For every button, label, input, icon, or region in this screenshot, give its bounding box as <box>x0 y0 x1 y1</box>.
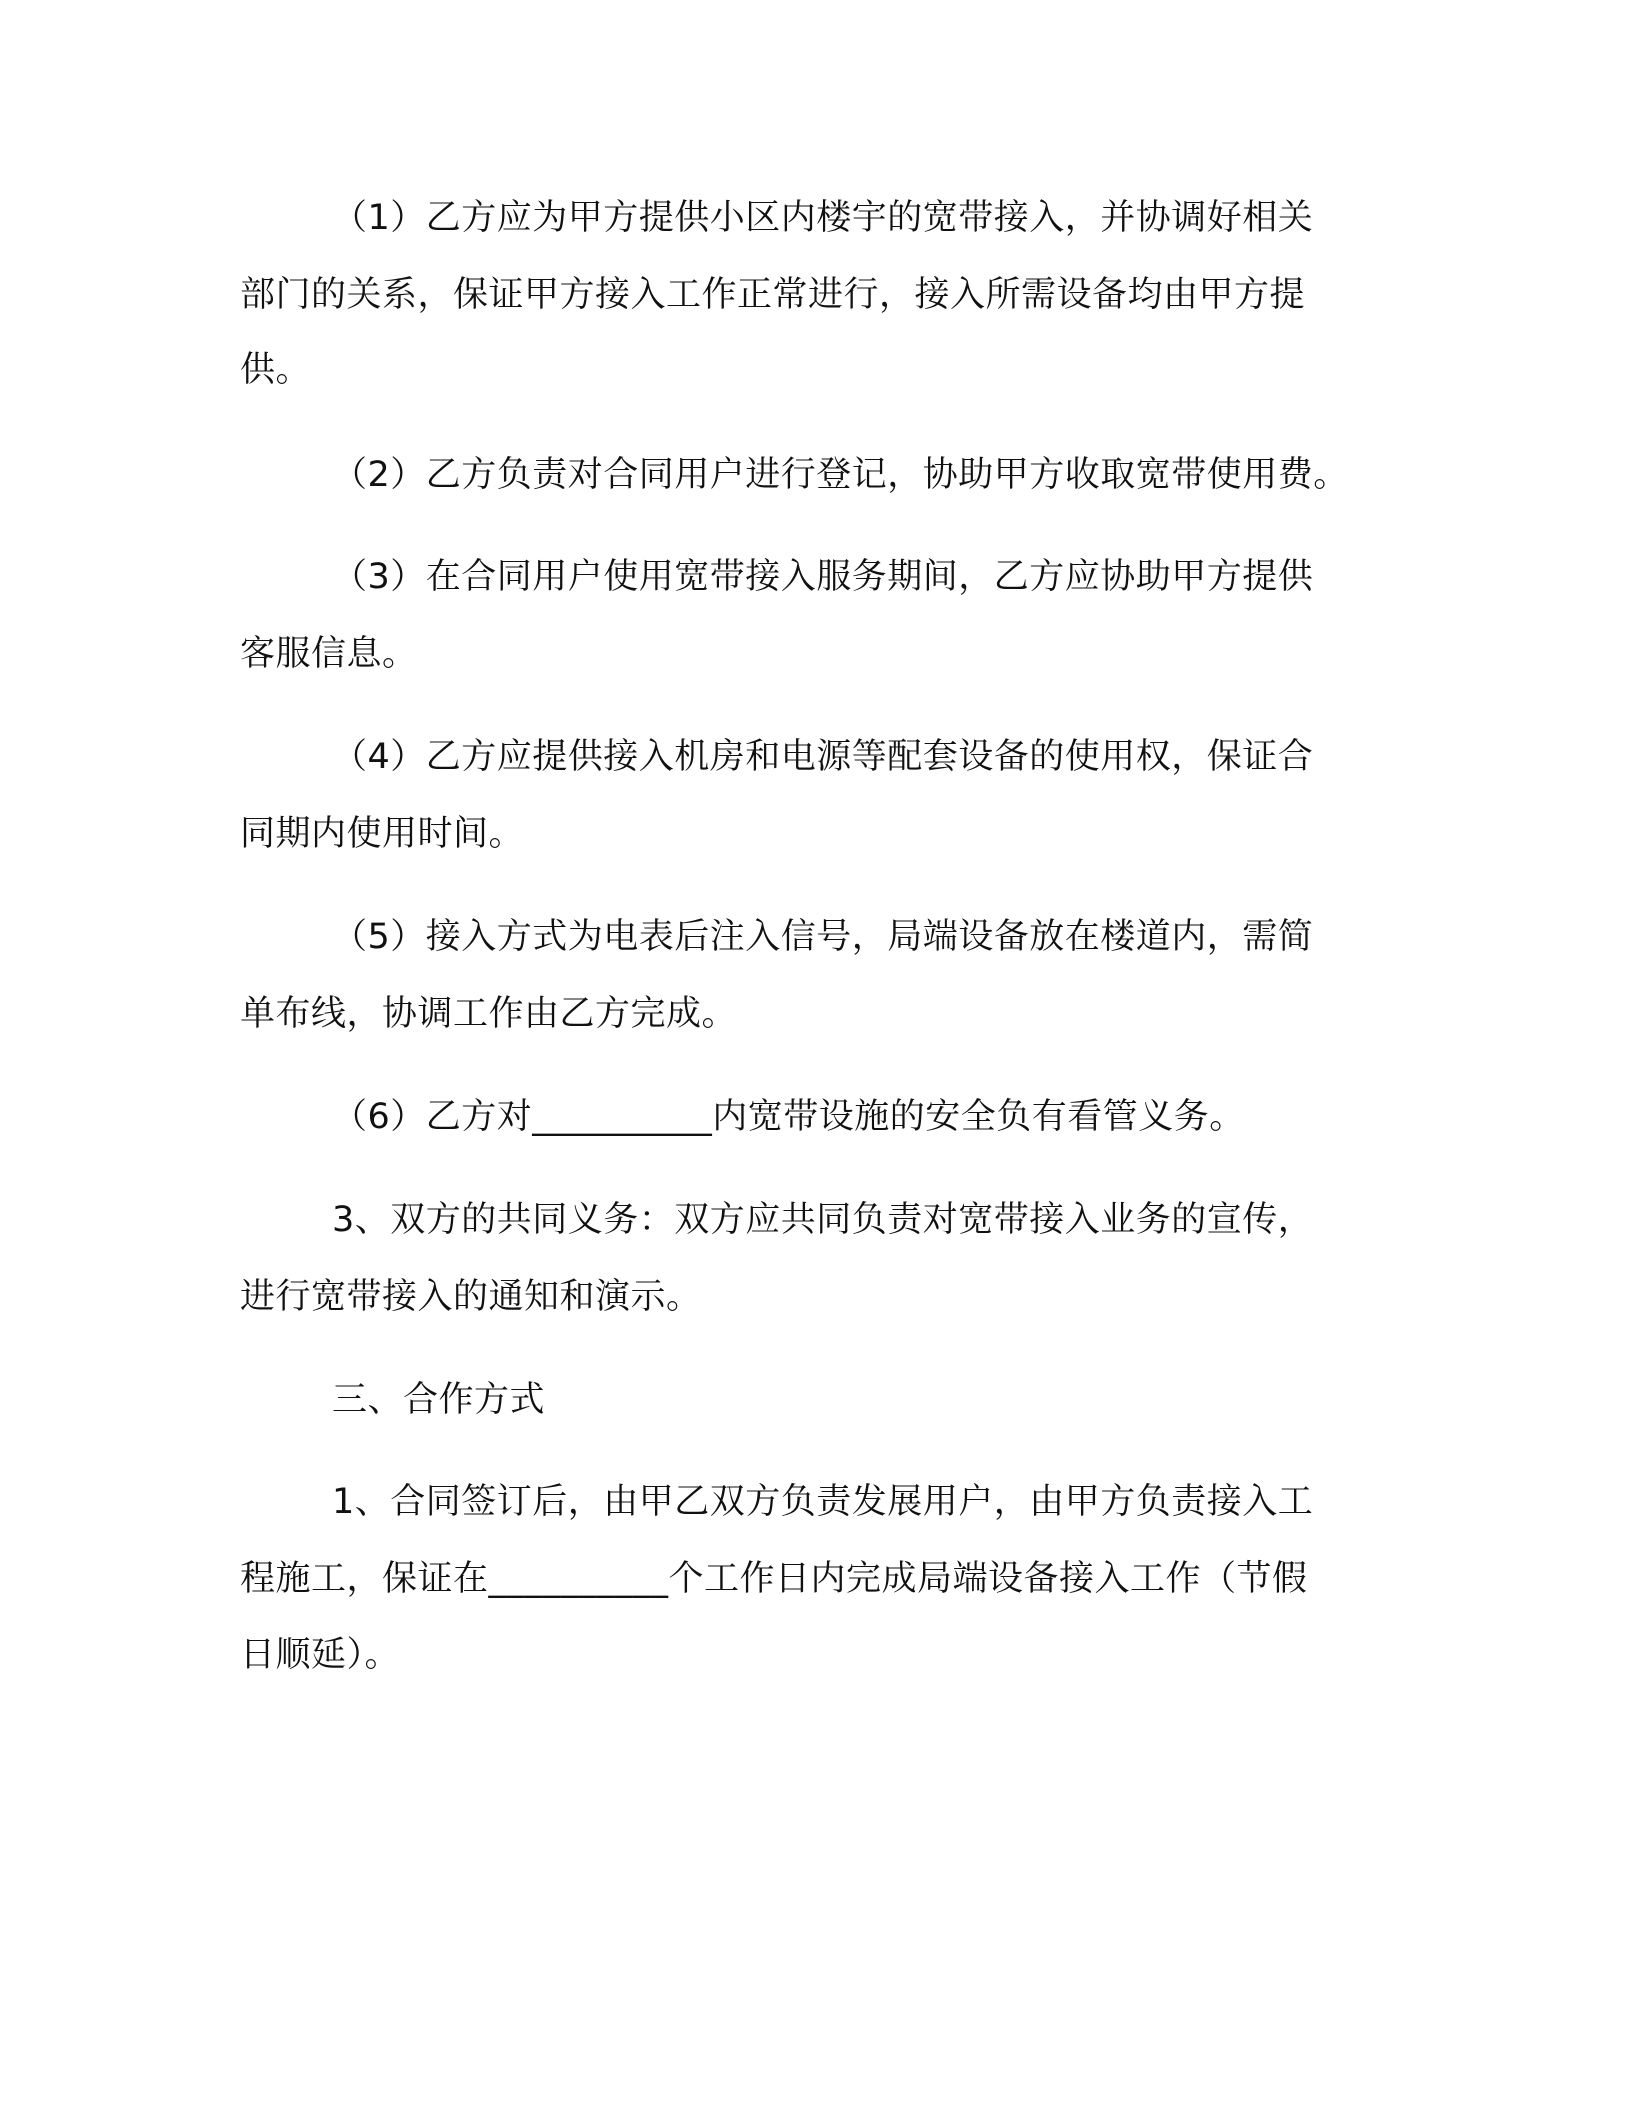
clause-2-4-line-2: 同期内使用时间。 <box>240 814 525 854</box>
section-heading-cooperation: 三、合作方式 <box>332 1380 546 1420</box>
clause-2-6-line-1: （6）乙方对__________内宽带设施的安全负有看管义务。 <box>332 1097 1245 1137</box>
clause-2-5-line-1: （5）接入方式为电表后注入信号，局端设备放在楼道内，需简 <box>332 917 1314 957</box>
clause-2-4-line-1: （4）乙方应提供接入机房和电源等配套设备的使用权，保证合 <box>332 737 1314 777</box>
clause-2-3-line-2: 客服信息。 <box>240 634 418 674</box>
cooperation-1-line-2: 程施工，保证在__________个工作日内完成局端设备接入工作（节假 <box>240 1559 1308 1599</box>
clause-2-2-line-1: （2）乙方负责对合同用户进行登记，协助甲方收取宽带使用费。 <box>332 455 1349 495</box>
cooperation-1-line-1: 1、合同签订后，由甲乙双方负责发展用户，由甲方负责接入工 <box>332 1482 1314 1522</box>
clause-3-line-2: 进行宽带接入的通知和演示。 <box>240 1277 702 1317</box>
cooperation-1-line-3: 日顺延）。 <box>240 1635 401 1675</box>
clause-2-1-line-3: 供。 <box>240 350 312 390</box>
clause-2-1-line-2: 部门的关系，保证甲方接入工作正常进行，接入所需设备均由甲方提 <box>240 275 1306 315</box>
clause-3-line-1: 3、双方的共同义务：双方应共同负责对宽带接入业务的宣传， <box>332 1200 1314 1240</box>
clause-2-5-line-2: 单布线，协调工作由乙方完成。 <box>240 994 738 1034</box>
clause-2-1-line-1: （1）乙方应为甲方提供小区内楼宇的宽带接入，并协调好相关 <box>332 198 1314 238</box>
clause-2-3-line-1: （3）在合同用户使用宽带接入服务期间，乙方应协助甲方提供 <box>332 557 1314 597</box>
